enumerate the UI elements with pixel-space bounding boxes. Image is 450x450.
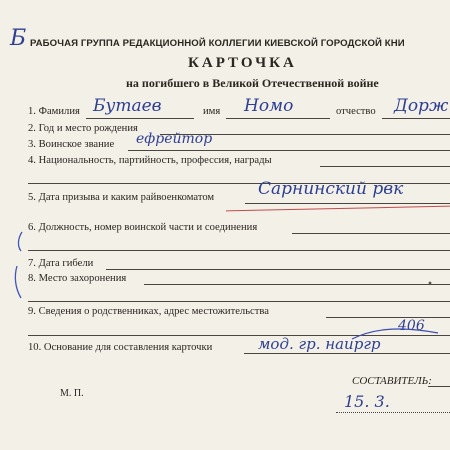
patronymic-value: Дорж	[394, 96, 449, 116]
compiler-line	[428, 386, 450, 387]
basis-number: 406	[398, 318, 425, 334]
basis-label: 10. Основание для составления карточки	[28, 342, 213, 353]
position-line	[292, 233, 450, 234]
card-subtitle: на погибшего в Великой Отечественной войне	[126, 76, 379, 90]
draft-label: 5. Дата призыва и каким райвоенкоматом	[28, 192, 215, 203]
rank-value: ефрейтор	[136, 131, 213, 147]
basis-line	[244, 353, 450, 354]
patronymic-label: отчество	[336, 106, 376, 117]
relatives-line-2	[28, 335, 450, 336]
death-date-line	[106, 269, 450, 270]
position-label: 6. Должность, номер воинской части и соединения	[28, 222, 258, 233]
card-title: КАРТОЧКА	[188, 55, 297, 71]
stamp-letter: Б	[10, 26, 27, 51]
rank-line	[128, 150, 450, 151]
date-value: 15. 3.	[344, 392, 390, 411]
draft-office-value: Сарнинский рвк	[258, 179, 404, 199]
nationality-label: 4. Национальность, партийность, профессия, награды	[28, 155, 272, 166]
patronymic-line	[382, 118, 450, 119]
seal-mark: М. П.	[60, 388, 84, 399]
burial-line	[144, 284, 450, 285]
rank-label: 3. Воинское звание	[28, 139, 115, 150]
surname-value: Бутаев	[93, 96, 162, 116]
surname-label: 1. Фамилия	[28, 106, 80, 117]
death-date-label: 7. Дата гибели	[28, 258, 94, 269]
date-line	[336, 412, 450, 413]
name-line	[226, 118, 330, 119]
relatives-label: 9. Сведения о родственниках, адрес местожительства	[28, 306, 269, 317]
draft-line	[245, 203, 450, 204]
basis-value: мод. гр. наиргр	[258, 335, 381, 353]
name-value: Номо	[244, 96, 294, 116]
relatives-line	[326, 317, 450, 318]
burial-label: 8. Место захоронения	[28, 273, 127, 284]
birth-label: 2. Год и место рождения	[28, 123, 138, 134]
card-header: РАБОЧАЯ ГРУППА РЕДАКЦИОННОЙ КОЛЛЕГИИ КИЕВСКОЙ ГОРОДСКОЙ КНИ	[30, 38, 405, 49]
burial-line-2	[28, 301, 450, 302]
compiler-label: СОСТАВИТЕЛЬ:	[352, 375, 432, 387]
position-line-2	[28, 250, 450, 251]
nationality-line	[320, 166, 450, 167]
red-underline	[226, 206, 450, 212]
name-label: имя	[203, 106, 221, 117]
surname-line	[86, 118, 194, 119]
